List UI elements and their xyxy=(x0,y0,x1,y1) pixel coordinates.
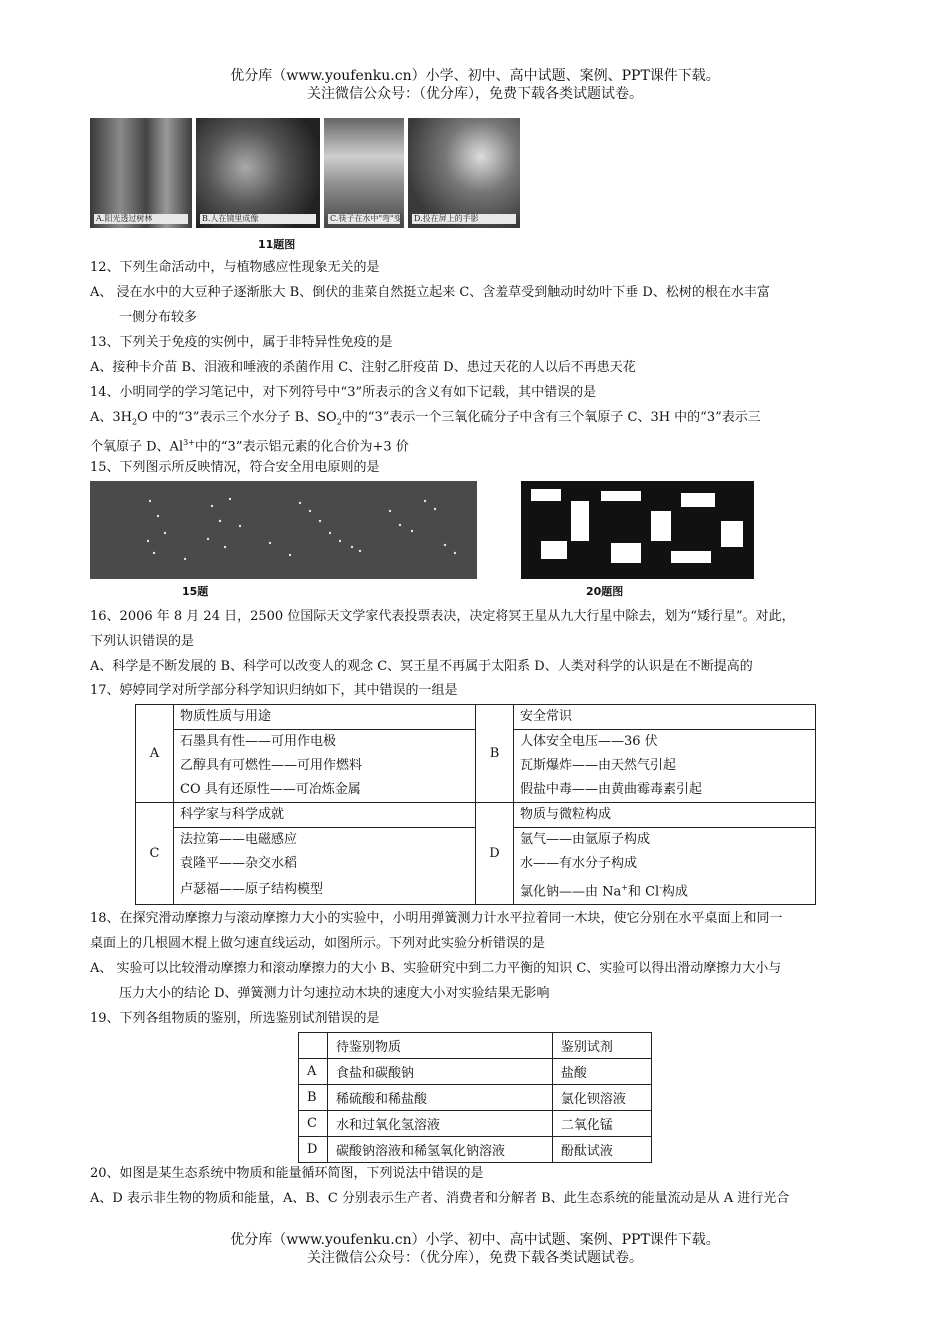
q19-cell: 稀硫酸和稀盐酸 xyxy=(328,1085,553,1111)
q19-header-cell: 鉴别试剂 xyxy=(552,1033,651,1059)
q19-stem: 19、下列各组物质的鉴别，所选鉴别试剂错误的是 xyxy=(90,1011,380,1026)
q17-c-item: 法拉第——电磁感应 xyxy=(174,828,476,853)
q14-options-line1: A、$3H_2O$ 中的“3”表示三个水分子 B、$SO_2$中的“3”表示一个三氧化硫分子中含有三个氧原子 C、3H 中的“3”表示三 xyxy=(90,410,761,427)
fig11-caption-d: D.投在屏上的手影 xyxy=(412,214,516,224)
table-row xyxy=(299,1085,652,1111)
q17-table xyxy=(135,704,816,905)
q17-d-title: 物质与微粒构成 xyxy=(514,803,816,828)
q17-d-item: 氩气——由氩原子构成 xyxy=(514,828,816,853)
q17-label-a: A xyxy=(136,705,174,803)
q17-a-item: CO 具有还原性——可冶炼金属 xyxy=(174,778,476,803)
q18-stem-line2: 桌面上的几根圆木棍上做匀速直线运动，如图所示。下列对此实验分析错误的是 xyxy=(90,936,546,951)
fig11-caption-b: B.人在镜里成像 xyxy=(200,214,316,224)
fig11-label: 11题图 xyxy=(258,238,296,251)
q17-label-b: B xyxy=(476,705,514,803)
q12-options-line2: 一侧分布较多 xyxy=(119,310,198,325)
q20-image-noise xyxy=(521,481,754,579)
q20-stem: 20、如图是某生态系统中物质和能量循环简图，下列说法中错误的是 xyxy=(90,1166,484,1181)
q15-image-label: 15题 xyxy=(182,585,209,598)
q17-label-d: D xyxy=(476,803,514,905)
q19-header-cell xyxy=(299,1033,328,1059)
table-row xyxy=(299,1111,652,1137)
q19-table xyxy=(298,1032,652,1163)
q15-image-noise xyxy=(90,481,477,579)
q17-label-c: C xyxy=(136,803,174,905)
q19-cell: B xyxy=(299,1085,328,1111)
page-footer-line1: 优分库（www.youfenku.cn）小学、初中、高中试题、案例、PPT课件下载。 xyxy=(230,1232,720,1248)
q14-options-line2: 个氧原子 D、$Al^{3+}$中的“3”表示铝元素的化合价为+3 价 xyxy=(90,438,409,455)
page-header-line2: 关注微信公众号：（优分库），免费下载各类试题试卷。 xyxy=(307,86,643,102)
q19-cell: 盐酸 xyxy=(552,1059,651,1085)
q17-d-item: 氯化钠——由 Na+和 Cl-构成 xyxy=(514,876,816,905)
q20-image-label: 20题图 xyxy=(586,585,624,598)
q20-options-line1: A、D 表示非生物的物质和能量，A、B、C 分别表示生产者、消费者和分解者 B、此生态系统的能量流动是从 A 进行光合 xyxy=(90,1191,790,1206)
q19-cell: 氯化钡溶液 xyxy=(552,1085,651,1111)
q17-b-item: 人体安全电压——36 伏 xyxy=(514,730,816,755)
q19-header-cell: 待鉴别物质 xyxy=(328,1033,553,1059)
q17-b-title: 安全常识 xyxy=(514,705,816,730)
fig11-caption-a: A.阳光透过树林 xyxy=(94,214,188,224)
q17-c-item: 卢瑟福——原子结构模型 xyxy=(174,876,476,905)
q19-cell: C xyxy=(299,1111,328,1137)
page-footer-line2: 关注微信公众号：（优分库），免费下载各类试题试卷。 xyxy=(307,1250,643,1266)
q17-c-title: 科学家与科学成就 xyxy=(174,803,476,828)
q17-stem: 17、婷婷同学对所学部分科学知识归纳如下，其中错误的一组是 xyxy=(90,683,458,698)
fig11-caption-c: C.筷子在水中"弯"变 xyxy=(330,214,402,223)
q16-options: A、科学是不断发展的 B、科学可以改变人的观念 C、冥王星不再属于太阳系 D、人类对科学的认识是在不断提高的 xyxy=(90,659,753,674)
table-row xyxy=(299,1137,652,1163)
q17-d-item: 水——有水分子构成 xyxy=(514,852,816,876)
q17-c-item: 袁隆平——杂交水稻 xyxy=(174,852,476,876)
q19-cell: 二氧化锰 xyxy=(552,1111,651,1137)
q18-options-line1: A、 实验可以比较滑动摩擦力和滚动摩擦力的大小 B、实验研究中到二力平衡的知识 C、实验可以得出滑动摩擦力大小与 xyxy=(90,961,782,976)
fig11-photo-d xyxy=(408,118,520,228)
q19-cell: 水和过氧化氢溶液 xyxy=(328,1111,553,1137)
q17-a-item: 石墨具有性——可用作电极 xyxy=(174,730,476,755)
q19-cell: A xyxy=(299,1059,328,1085)
fig11-photo-b xyxy=(196,118,320,228)
q19-cell: 酚酞试液 xyxy=(552,1137,651,1163)
q18-stem-line1: 18、在探究滑动摩擦力与滚动摩擦力大小的实验中，小明用弹簧测力计水平拉着同一木块，使它分别在水平桌面上和同一 xyxy=(90,911,783,926)
q12-stem: 12、下列生命活动中，与植物感应性现象无关的是 xyxy=(90,260,380,275)
q17-a-title: 物质性质与用途 xyxy=(174,705,476,730)
q16-stem-line2: 下列认识错误的是 xyxy=(90,634,195,649)
q13-stem: 13、下列关于免疫的实例中，属于非特异性免疫的是 xyxy=(90,335,393,350)
q19-cell: D xyxy=(299,1137,328,1163)
q14-stem: 14、小明同学的学习笔记中，对下列符号中“3”所表示的含义有如下记载，其中错误的是 xyxy=(90,385,597,400)
q17-a-item: 乙醇具有可燃性——可用作燃料 xyxy=(174,754,476,778)
q19-cell: 食盐和碳酸钠 xyxy=(328,1059,553,1085)
q19-cell: 碳酸钠溶液和稀氢氧化钠溶液 xyxy=(328,1137,553,1163)
q15-image xyxy=(90,481,477,579)
table-row xyxy=(299,1059,652,1085)
q13-options: A、接种卡介苗 B、泪液和唾液的杀菌作用 C、注射乙肝疫苗 D、患过天花的人以后不再患天花 xyxy=(90,360,636,375)
q18-options-line2: 压力大小的结论 D、弹簧测力计匀速拉动木块的速度大小对实验结果无影响 xyxy=(119,986,550,1001)
q19-header-row xyxy=(299,1033,652,1059)
q12-options-line1: A、 浸在水中的大豆种子逐渐胀大 B、倒伏的韭菜自然挺立起来 C、含羞草受到触动时幼叶下垂 D、松树的根在水丰富 xyxy=(90,285,770,300)
q15-stem: 15、下列图示所反映情况，符合安全用电原则的是 xyxy=(90,460,380,475)
fig11-photo-c xyxy=(324,118,404,228)
fig11-photo-a xyxy=(90,118,192,228)
q17-b-item: 瓦斯爆炸——由天然气引起 xyxy=(514,754,816,778)
page-header-line1: 优分库（www.youfenku.cn）小学、初中、高中试题、案例、PPT课件下载。 xyxy=(230,68,720,84)
q20-image xyxy=(521,481,754,579)
q17-b-item: 假盐中毒——由黄曲霉毒素引起 xyxy=(514,778,816,803)
q16-stem-line1: 16、2006 年 8 月 24 日，2500 位国际天文学家代表投票表决，决定将冥王星从九大行星中除去，划为“矮行星”。对此， xyxy=(90,609,795,624)
